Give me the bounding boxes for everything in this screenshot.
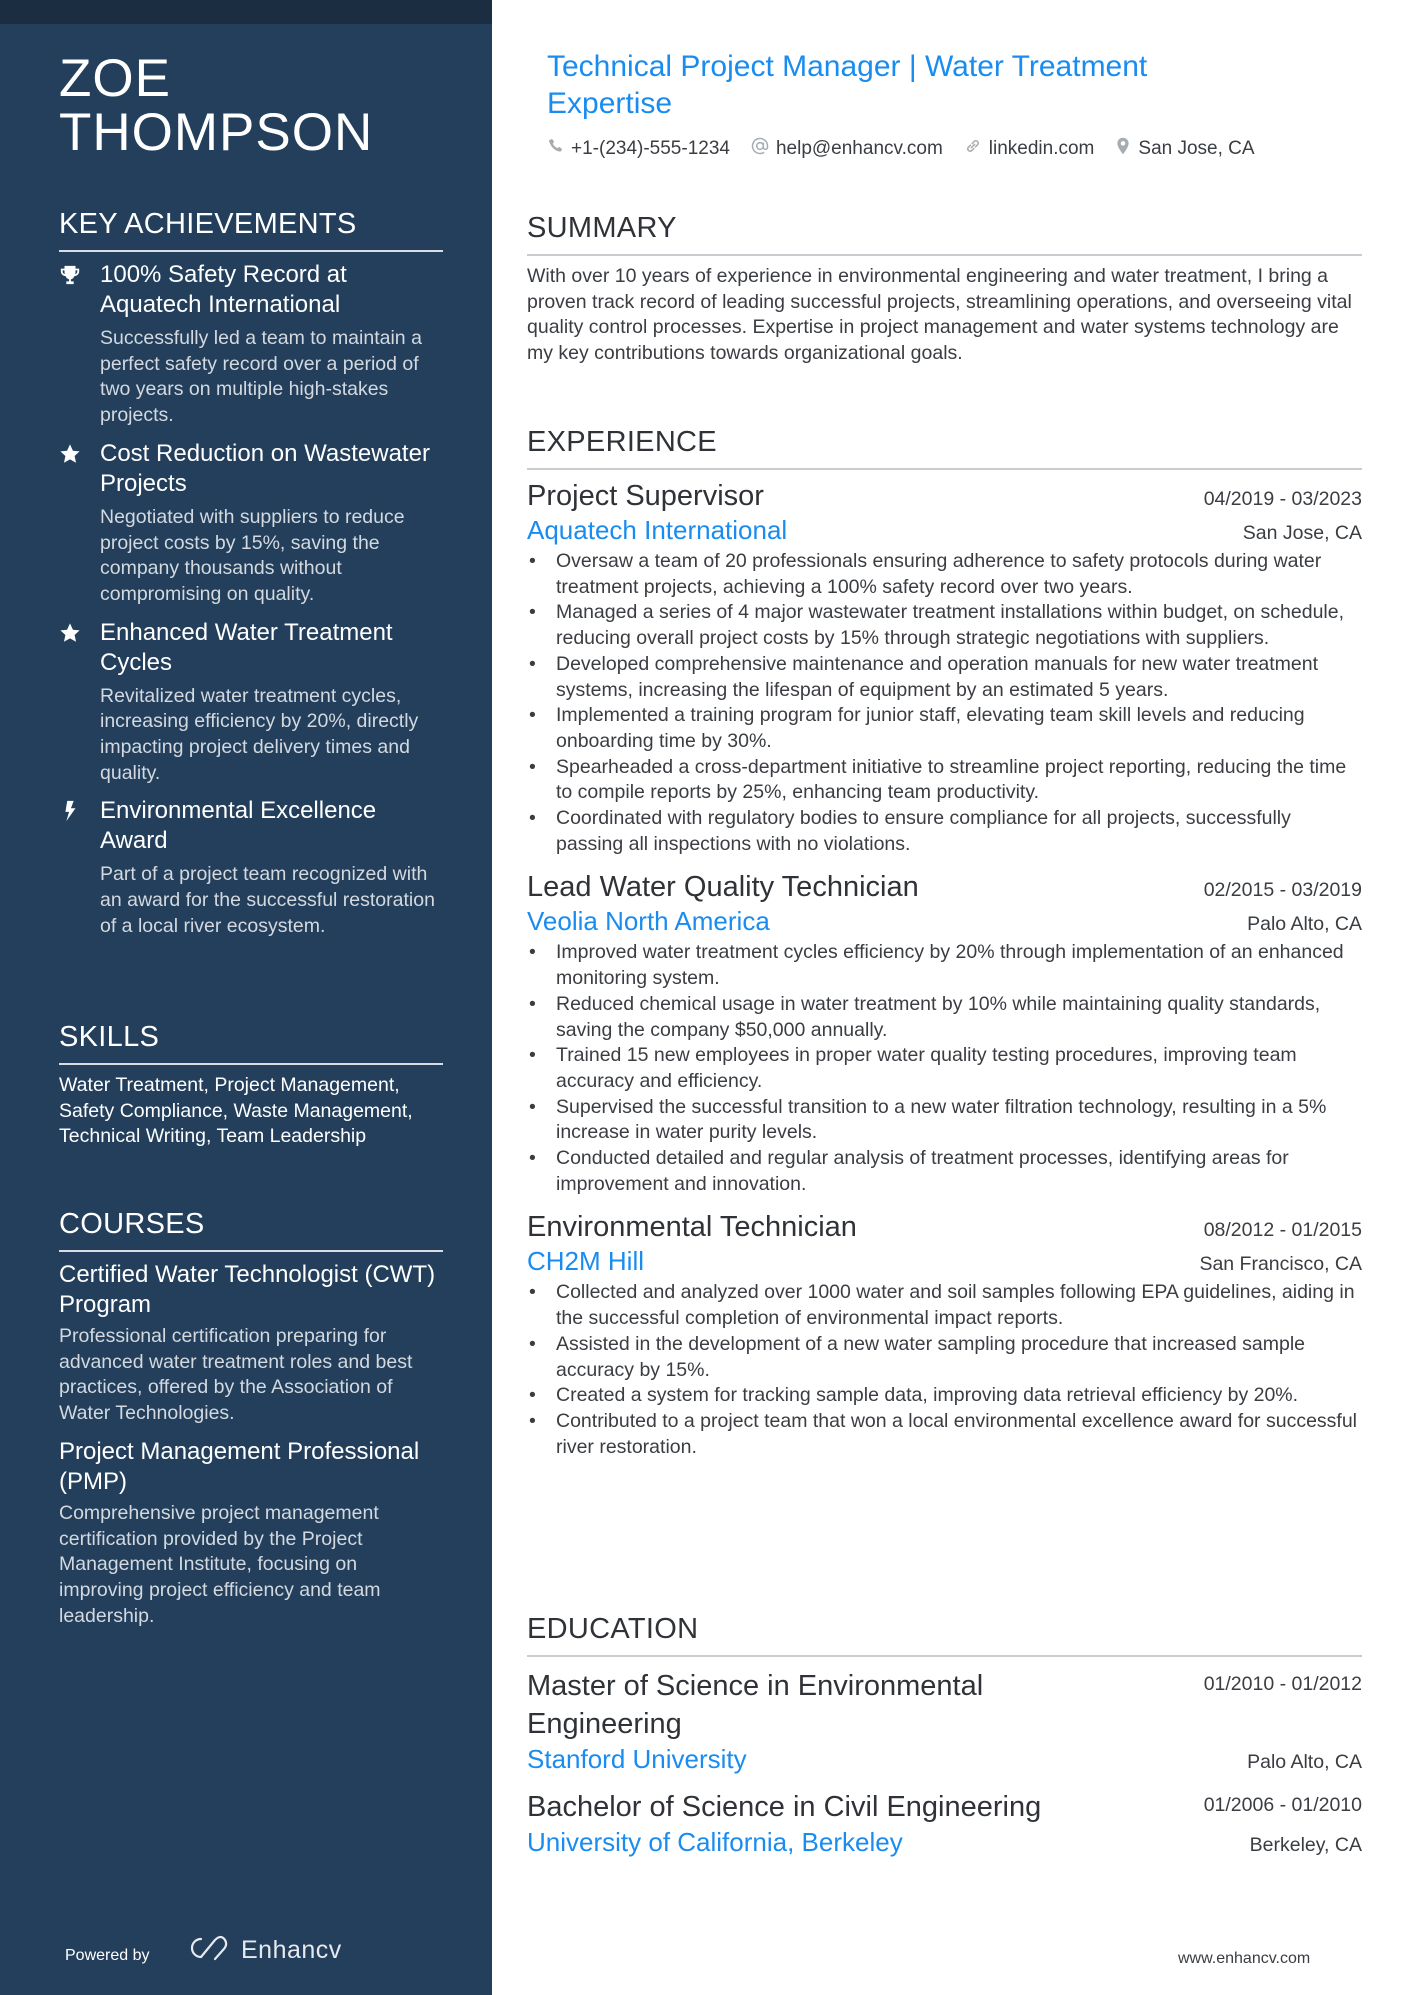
contact-linkedin[interactable] — [963, 136, 1095, 162]
skills-list: Water Treatment, Project Management, Safety Compliance, Waste Management, Technical Writing, Team Leadership — [59, 1074, 413, 1148]
job-title: Lead Water Quality Technician — [527, 871, 919, 904]
education-section — [527, 1612, 1362, 1859]
school-location: Palo Alto, CA — [1247, 1751, 1362, 1773]
degree-title: Bachelor of Science in Civil Engineering — [527, 1791, 1042, 1823]
experience-section — [527, 425, 1362, 1460]
contact-phone[interactable] — [547, 137, 730, 161]
location-pin-icon — [1114, 136, 1138, 162]
job-company: Veolia North America — [527, 906, 770, 937]
job-bullet: • Developed comprehensive maintenance and operation manuals for new water treatment systems, increasing the lifespan of equipment by an estimated 5 years. — [527, 652, 1362, 703]
star-icon — [59, 622, 83, 646]
candidate-name — [59, 49, 374, 162]
job-bullet: • Spearheaded a cross-department initiative to streamline project reporting, reducing the time to compile reports by 25%, enhancing team productivity. — [527, 755, 1362, 806]
job-bullet: • Improved water treatment cycles efficiency by 20% through implementation of an enhanced monitoring system. — [527, 940, 1362, 991]
achievement-description: Successfully led a team to maintain a perfect safety record over a period of two years on multiple high-stakes projects. — [100, 327, 422, 427]
lightning-icon — [59, 800, 83, 824]
achievement-title: 100% Safety Record at Aquatech International — [100, 261, 347, 318]
job-location: San Jose, CA — [1242, 522, 1362, 544]
job-entry — [527, 478, 1362, 857]
achievement-description: Part of a project team recognized with an award for the successful restoration of a local river ecosystem. — [100, 863, 435, 937]
job-bullet: • Trained 15 new employees in proper water quality testing procedures, improving team accuracy and efficiency. — [527, 1043, 1362, 1094]
achievement-description: Revitalized water treatment cycles, increasing efficiency by 20%, directly impacting project delivery times and quality. — [100, 684, 419, 784]
job-bullet: • Contributed to a project team that won a local environmental excellence award for successful river restoration. — [527, 1409, 1362, 1460]
achievement-item — [59, 439, 443, 608]
name-last: THOMPSON — [59, 103, 374, 162]
course-description: Comprehensive project management certification provided by the Project Management Institute, focusing on improving project efficiency and team leadership. — [59, 1501, 381, 1627]
contact-phone-text: +1-(234)-555-1234 — [571, 138, 730, 159]
courses-section — [59, 1207, 443, 1639]
key-achievements-section — [59, 207, 443, 950]
course-item — [59, 1437, 443, 1630]
job-bullets — [527, 940, 1362, 1197]
job-entry — [527, 1209, 1362, 1460]
job-bullet: • Oversaw a team of 20 professionals ensuring adherence to safety protocols during water treatment projects, achieving a 100% safety record over two years. — [527, 549, 1362, 600]
job-dates: 02/2015 - 03/2019 — [1203, 879, 1362, 902]
job-title: Environmental Technician — [527, 1211, 857, 1244]
sidebar — [0, 0, 492, 1995]
job-bullet: • Coordinated with regulatory bodies to ensure compliance for all projects, successfully passing all inspections with no violations. — [527, 806, 1362, 857]
course-title: Project Management Professional (PMP) — [59, 1437, 420, 1495]
star-icon — [59, 443, 83, 467]
job-dates: 08/2012 - 01/2015 — [1203, 1219, 1362, 1242]
courses-heading: COURSES — [59, 1207, 443, 1252]
education-dates: 01/2010 - 01/2012 — [1203, 1673, 1362, 1695]
achievement-title: Environmental Excellence Award — [100, 797, 377, 855]
skills-heading: SKILLS — [59, 1020, 443, 1065]
job-bullets — [527, 549, 1362, 857]
job-bullet: • Assisted in the development of a new water sampling procedure that increased sample accuracy by 15%. — [527, 1332, 1362, 1383]
link-icon — [963, 136, 989, 162]
job-bullet: • Reduced chemical usage in water treatment by 10% while maintaining quality standards, saving the company $50,000 annually. — [527, 992, 1362, 1043]
job-bullet: • Collected and analyzed over 1000 water and soil samples following EPA guidelines, aiding in the successful completion of environmental impact reports. — [527, 1280, 1362, 1331]
summary-heading: SUMMARY — [527, 211, 1362, 256]
job-title: Project Supervisor — [527, 480, 764, 512]
enhancv-logo-icon — [185, 1934, 231, 1967]
contact-email-text: help@enhancv.com — [775, 138, 943, 159]
achievement-item — [59, 260, 443, 429]
sidebar-top-band — [0, 0, 492, 24]
job-bullet: • Supervised the successful transition to a new water filtration technology, resulting in a 5% increase in water purity levels. — [527, 1095, 1362, 1146]
achievement-item — [59, 618, 443, 787]
education-entry — [527, 1788, 1362, 1859]
trophy-icon — [59, 264, 83, 288]
powered-by-label: Powered by — [65, 1947, 150, 1964]
achievement-item — [59, 796, 443, 939]
contact-location-text: San Jose, CA — [1138, 138, 1255, 159]
education-dates: 01/2006 - 01/2010 — [1203, 1794, 1362, 1816]
job-entry — [527, 869, 1362, 1197]
phone-icon — [547, 137, 571, 161]
contact-location — [1114, 136, 1254, 162]
job-location: Palo Alto, CA — [1247, 913, 1362, 936]
skills-section — [59, 1020, 443, 1150]
contact-linkedin-text: linkedin.com — [988, 138, 1095, 159]
contact-row — [547, 136, 1275, 162]
school-name: Stanford University — [527, 1744, 747, 1774]
course-title: Certified Water Technologist (CWT) Program — [59, 1261, 436, 1318]
name-first: ZOE — [59, 49, 171, 108]
education-entry — [527, 1667, 1362, 1776]
job-bullet: • Implemented a training program for junior staff, elevating team skill levels and reducing onboarding time by 30%. — [527, 703, 1362, 754]
achievement-title: Cost Reduction on Wastewater Projects — [100, 439, 430, 497]
enhancv-logo[interactable] — [185, 1934, 342, 1967]
job-dates: 04/2019 - 03/2023 — [1203, 488, 1362, 510]
course-item — [59, 1260, 443, 1427]
headline-title: Technical Project Manager | Water Treatment Expertise — [547, 50, 1148, 120]
achievement-title: Enhanced Water Treatment Cycles — [100, 618, 393, 676]
course-description: Professional certification preparing for advanced water treatment roles and best practices, offered by the Association of Water Technologies. — [59, 1325, 413, 1425]
school-location: Berkeley, CA — [1249, 1834, 1362, 1856]
job-company: Aquatech International — [527, 515, 788, 545]
key-achievements-heading: KEY ACHIEVEMENTS — [59, 207, 443, 252]
job-bullet: • Conducted detailed and regular analysis of treatment processes, identifying areas for improvement and innovation. — [527, 1146, 1362, 1197]
at-icon — [750, 136, 776, 162]
enhancv-brand-text: Enhancv — [241, 1936, 342, 1964]
summary-text: With over 10 years of experience in environmental engineering and water treatment, I bring a proven track record of leading successful projects, streamlining operations, and overseeing vital quality control processes. Expertise in project management and water systems technology are my key contributions towards organizational goals. — [527, 265, 1352, 365]
experience-heading: EXPERIENCE — [527, 425, 1362, 470]
job-bullet: • Created a system for tracking sample data, improving data retrieval efficiency by 20%. — [527, 1383, 1362, 1409]
degree-title: Master of Science in Environmental Engineering — [527, 1670, 984, 1740]
footer-url-link[interactable]: www.enhancv.com — [1178, 1950, 1311, 1967]
education-heading: EDUCATION — [527, 1612, 1362, 1657]
job-bullets — [527, 1280, 1362, 1460]
contact-email[interactable] — [750, 136, 943, 162]
school-name: University of California, Berkeley — [527, 1827, 903, 1857]
achievement-description: Negotiated with suppliers to reduce project costs by 15%, saving the company thousands without compromising on quality. — [100, 505, 405, 605]
job-bullet: • Managed a series of 4 major wastewater treatment installations within budget, on schedule, reducing overall project costs by 15% through strategic negotiations with suppliers. — [527, 600, 1362, 651]
job-location: San Francisco, CA — [1199, 1253, 1362, 1276]
summary-section — [527, 211, 1362, 367]
job-company: CH2M Hill — [527, 1246, 644, 1277]
